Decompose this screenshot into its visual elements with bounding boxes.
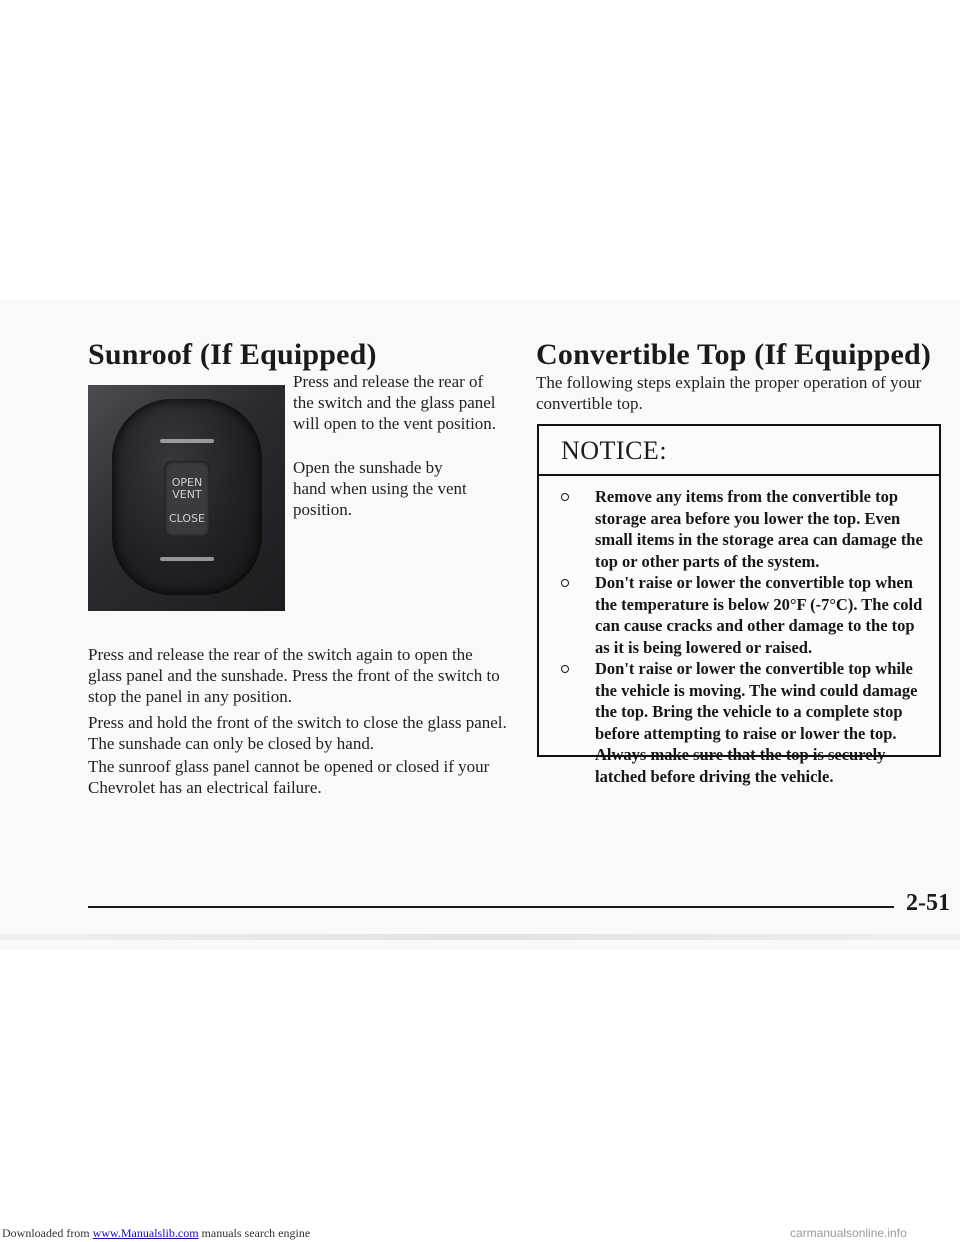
switch-vent-label: VENT bbox=[172, 488, 202, 501]
notice-item-moving bbox=[539, 658, 939, 787]
notice-item-text: Don't raise or lower the convertible top when the temperature is below 20°F (-7°C). The cold can cause cracks and other damage to the top as it is being lowered or raised. bbox=[595, 573, 923, 657]
download-banner bbox=[2, 1226, 310, 1241]
sunroof-failure-paragraph: The sunroof glass panel cannot be opened or closed if your Chevrolet has an electrical failure. bbox=[88, 757, 490, 797]
page-number: 2-51 bbox=[906, 890, 950, 916]
switch-open-label: OPEN bbox=[171, 476, 203, 489]
bullet-icon bbox=[561, 579, 569, 587]
sunshade-paragraph: Open the sunshade by hand when using the vent position. bbox=[293, 458, 467, 519]
switch-highlight-top bbox=[160, 439, 214, 443]
page-bottom-edge bbox=[0, 934, 960, 940]
sunroof-close-paragraph: Press and hold the front of the switch to close the glass panel. The sunshade can only be closed by hand. bbox=[88, 713, 507, 753]
sunroof-rocker-switch bbox=[164, 461, 210, 537]
footer-rule bbox=[88, 906, 894, 908]
convertible-intro: The following steps explain the proper operation of your convertible top. bbox=[536, 373, 922, 413]
switch-bezel bbox=[112, 399, 262, 595]
download-banner-suffix: manuals search engine bbox=[198, 1226, 311, 1240]
sunroof-vent-paragraph: Press and release the rear of the switch and the glass panel will open to the vent position. bbox=[293, 372, 497, 433]
switch-close-label: CLOSE bbox=[168, 512, 205, 525]
notice-item-temperature bbox=[539, 572, 939, 658]
watermark: carmanualsonline.info bbox=[790, 1226, 907, 1240]
notice-item-text: Don't raise or lower the convertible top while the vehicle is moving. The wind could damage the top. Bring the vehicle to a complete stop before attempting to raise or lower the top. Always make sure that the top is securely latched before driving the vehicle. bbox=[595, 659, 918, 786]
download-banner-prefix: Downloaded from bbox=[2, 1226, 93, 1240]
sunroof-title: Sunroof (If Equipped) bbox=[88, 338, 377, 371]
sunroof-switch-photo bbox=[88, 385, 285, 611]
convertible-title: Convertible Top (If Equipped) bbox=[536, 338, 932, 371]
notice-box bbox=[537, 424, 941, 786]
notice-item-storage bbox=[539, 486, 939, 572]
bullet-icon bbox=[561, 665, 569, 673]
notice-item-text: Remove any items from the convertible top storage area before you lower the top. Even small items in the storage area can damage the top or other parts of the system. bbox=[595, 487, 923, 571]
bullet-icon bbox=[561, 493, 569, 501]
sunroof-open-paragraph: Press and release the rear of the switch again to open the glass panel and the sunshade. Press the front of the switch to stop the panel in any position. bbox=[88, 645, 500, 706]
notice-header bbox=[539, 426, 939, 476]
notice-list bbox=[539, 486, 939, 787]
notice-heading: NOTICE: bbox=[561, 436, 668, 465]
switch-highlight-bottom bbox=[160, 557, 214, 561]
manualslib-link[interactable]: www.Manualslib.com bbox=[92, 1226, 199, 1240]
